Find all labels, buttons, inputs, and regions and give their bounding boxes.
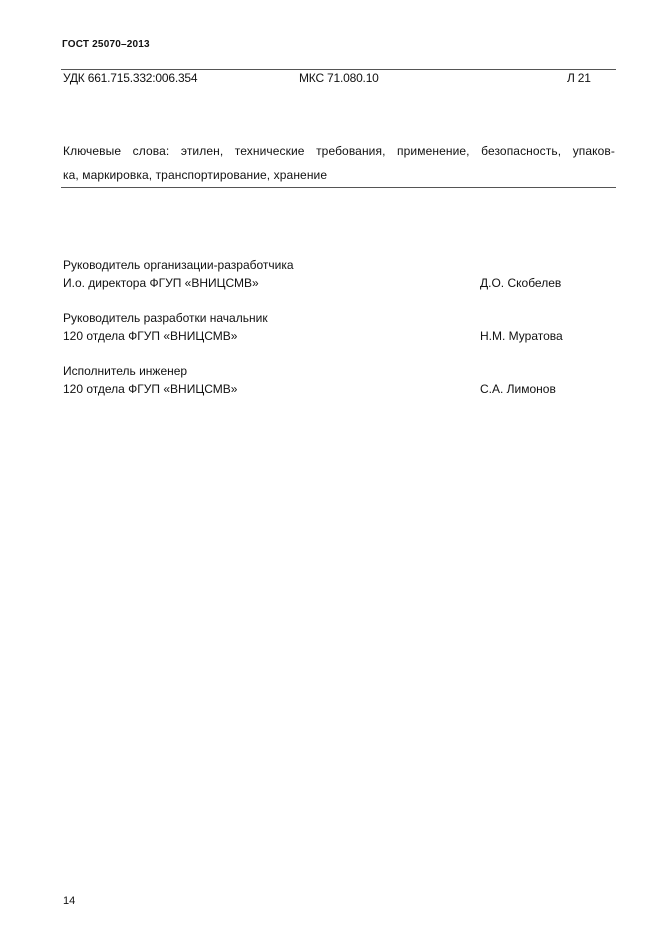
signature-name-1: Д.О. Скобелев [480,276,562,290]
signature-role-1 [63,256,294,292]
document-standard-header: ГОСТ 25070–2013 [62,39,150,50]
signature-role-title: Исполнитель инженер [63,364,188,378]
signature-name-2: Н.М. Муратова [480,329,563,343]
signature-role-organization: 120 отдела ФГУП «ВНИЦСМВ» [63,329,238,343]
page-number: 14 [63,895,76,907]
keywords-rule [61,187,616,188]
top-rule [61,69,616,70]
keywords-paragraph [63,139,615,187]
signature-role-organization: 120 отдела ФГУП «ВНИЦСМВ» [63,382,238,396]
classification-code: Л 21 [567,71,591,85]
mks-code: МКС 71.080.10 [299,71,379,85]
signature-role-2 [63,309,268,345]
udk-code: УДК 661.715.332:006.354 [63,71,198,85]
signature-role-title: Руководитель разработки начальник [63,311,268,325]
signature-name-3: С.А. Лимонов [480,382,556,396]
signature-role-3 [63,362,237,398]
signature-role-title: Руководитель организации-разработчика [63,258,294,272]
keywords-line-2: ка, маркировка, транспортирование, хранение [63,168,328,182]
keywords-line-1: Ключевые слова: этилен, технические требования, применение, безопасность, упаков- [63,144,615,158]
signature-role-organization: И.о. директора ФГУП «ВНИЦСМВ» [63,276,259,290]
